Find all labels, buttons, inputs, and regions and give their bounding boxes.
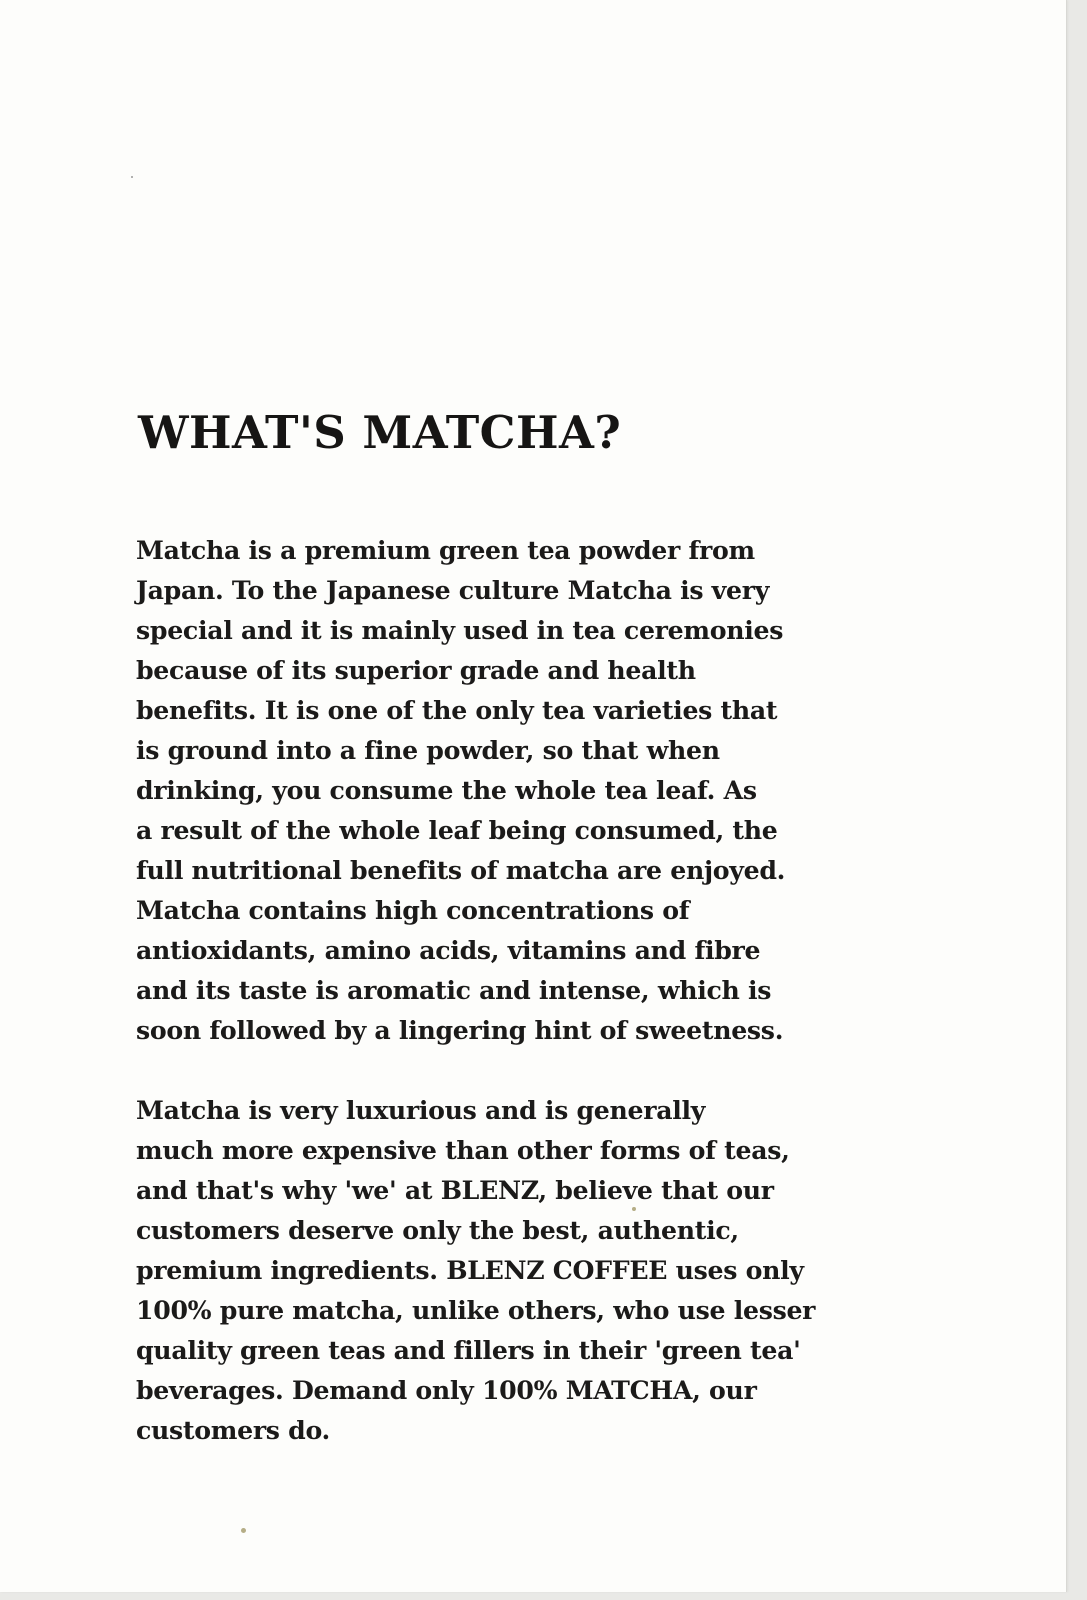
paragraph-line: customers do.	[136, 1415, 330, 1445]
paragraph-line: special and it is mainly used in tea ceremonies	[136, 615, 784, 645]
paragraph-line: and that's why 'we' at BLENZ, believe that our	[136, 1175, 774, 1205]
paragraph-line: benefits. It is one of the only tea varieties that	[136, 695, 778, 725]
paragraph-line: much more expensive than other forms of teas,	[136, 1135, 790, 1165]
paragraph-line: is ground into a fine powder, so that when	[136, 735, 720, 765]
paragraph-line: premium ingredients. BLENZ COFFEE uses only	[136, 1255, 804, 1285]
paper-speck	[131, 176, 133, 178]
paragraph-line: drinking, you consume the whole tea leaf. As	[136, 775, 757, 805]
paragraph-line: soon followed by a lingering hint of sweetness.	[136, 1015, 784, 1045]
paragraph-line: Matcha is very luxurious and is generally	[136, 1095, 706, 1125]
paragraph-line: Japan. To the Japanese culture Matcha is very	[136, 575, 770, 605]
paragraph-line: and its taste is aromatic and intense, which is	[136, 975, 772, 1005]
page-title: WHAT'S MATCHA?	[138, 406, 622, 459]
paragraph-line: a result of the whole leaf being consumed, the	[136, 815, 778, 845]
paragraph-line: because of its superior grade and health	[136, 655, 696, 685]
paragraph-intro	[136, 530, 936, 1050]
paragraph-line: beverages. Demand only 100% MATCHA, our	[136, 1375, 757, 1405]
paragraph-blenz	[136, 1090, 936, 1450]
paragraph-line: full nutritional benefits of matcha are enjoyed.	[136, 855, 786, 885]
paragraph-line: Matcha contains high concentrations of	[136, 895, 690, 925]
paragraph-line: quality green teas and fillers in their 'green tea'	[136, 1335, 801, 1365]
paper-speck	[632, 1207, 636, 1211]
paper-speck	[241, 1528, 246, 1533]
paragraph-line: Matcha is a premium green tea powder from	[136, 535, 755, 565]
paragraph-line: 100% pure matcha, unlike others, who use lesser	[136, 1295, 816, 1325]
paragraph-line: customers deserve only the best, authentic,	[136, 1215, 739, 1245]
paragraph-line: antioxidants, amino acids, vitamins and fibre	[136, 935, 761, 965]
